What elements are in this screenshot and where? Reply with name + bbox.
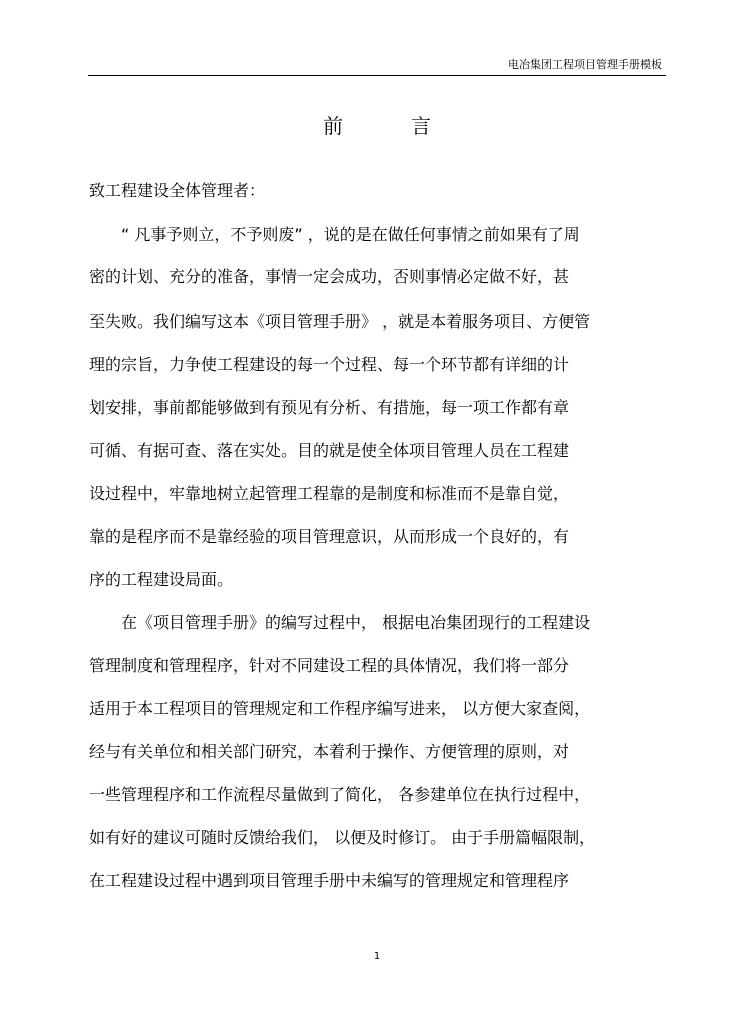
body-line: 理的宗旨，力争使工程建设的每一个过程、每一个环节都有详细的计 bbox=[89, 355, 570, 374]
body-line: 如有好的建议可随时反馈给我们， 以便及时修订。 由于手册篇幅限制， bbox=[89, 828, 596, 847]
body-line: 管理制度和管理程序，针对不同建设工程的具体情况，我们将一部分 bbox=[89, 656, 570, 675]
body-line: 在《项目管理手册》的编写过程中， 根据电冶集团现行的工程建设 bbox=[121, 613, 591, 632]
header-divider bbox=[88, 75, 666, 76]
body-line: 可循、有据可查、落在实处。目的就是使全体项目管理人员在工程建 bbox=[89, 441, 570, 460]
body-line: “ 凡事予则立，不予则废” ，说的是在做任何事情之前如果有了周 bbox=[121, 225, 580, 244]
body-line: 在工程建设过程中遇到项目管理手册中未编写的管理规定和管理程序 bbox=[89, 871, 570, 890]
body-line: 划安排，事前都能够做到有预见有分析、有措施，每一项工作都有章 bbox=[89, 398, 570, 417]
body-line: 序的工程建设局面。 bbox=[89, 570, 234, 589]
running-header: 电冶集团工程项目管理手册模板 bbox=[508, 58, 662, 71]
page-number: 1 bbox=[373, 951, 381, 962]
salutation: 致工程建设全体管理者： bbox=[89, 181, 266, 200]
body-line: 密的计划、充分的准备，事情一定会成功，否则事情必定做不好，甚 bbox=[89, 267, 570, 286]
body-line: 适用于本工程项目的管理规定和工作程序编写进来， 以方便大家查阅， bbox=[89, 699, 591, 718]
page-title: 前言 bbox=[323, 114, 499, 138]
body-line: 至失败。我们编写这本《项目管理手册》 ，就是本着服务项目、方便管 bbox=[89, 312, 591, 331]
body-line: 经与有关单位和相关部门研究，本着利于操作、方便管理的原则，对 bbox=[89, 742, 570, 761]
body-line: 设过程中，牢靠地树立起管理工程靠的是制度和标准而不是靠自觉， bbox=[89, 484, 570, 503]
body-line: 靠的是程序而不是靠经验的项目管理意识，从而形成一个良好的，有 bbox=[89, 527, 570, 546]
body-line: 一些管理程序和工作流程尽量做到了简化， 各参建单位在执行过程中， bbox=[89, 785, 591, 804]
